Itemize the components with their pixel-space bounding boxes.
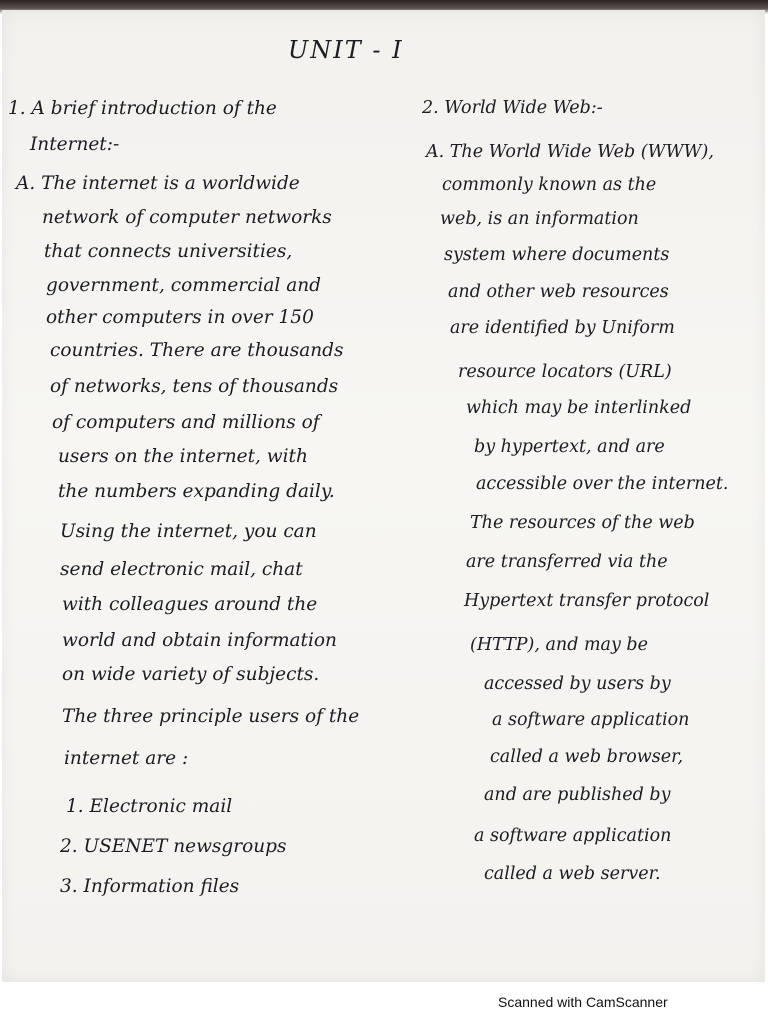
right-line: a software application — [474, 826, 672, 846]
left-line: Using the internet, you can — [60, 521, 317, 542]
left-line: world and obtain information — [62, 630, 337, 651]
right-line: system where documents — [444, 245, 670, 265]
left-line: countries. There are thousands — [50, 340, 344, 361]
left-line: of networks, tens of thousands — [50, 376, 339, 397]
right-line: a software application — [492, 710, 690, 730]
left-line: Internet:- — [30, 134, 120, 155]
right-line: resource locators (URL) — [458, 362, 672, 382]
list-item: 1. Electronic mail — [66, 796, 233, 817]
right-line: are transferred via the — [466, 552, 668, 572]
right-line: called a web browser, — [490, 747, 684, 767]
right-line: which may be interlinked — [466, 398, 692, 418]
right-line: commonly known as the — [442, 175, 657, 195]
left-line: A. The internet is a worldwide — [16, 173, 300, 194]
left-line: with colleagues around the — [62, 594, 318, 615]
right-line: are identified by Uniform — [450, 318, 675, 338]
right-line: and are published by — [484, 785, 671, 805]
list-item: 3. Information files — [60, 876, 240, 897]
right-line: web, is an information — [440, 209, 639, 229]
right-line: A. The World Wide Web (WWW), — [426, 142, 714, 162]
left-line: other computers in over 150 — [46, 307, 314, 328]
right-line: by hypertext, and are — [474, 437, 665, 457]
right-line: accessed by users by — [484, 674, 671, 694]
left-line: users on the internet, with — [58, 446, 308, 467]
right-line: 2. World Wide Web:- — [422, 98, 603, 118]
right-line: The resources of the web — [470, 513, 695, 533]
left-line: the numbers expanding daily. — [58, 481, 335, 502]
left-line: 1. A brief introduction of the — [8, 98, 277, 119]
left-line: internet are : — [64, 748, 189, 769]
right-line: accessible over the internet. — [476, 474, 729, 494]
left-line: government, commercial and — [46, 275, 322, 296]
scanner-watermark: Scanned with CamScanner — [498, 994, 668, 1010]
left-line: The three principle users of the — [62, 706, 360, 727]
list-item: 2. USENET newsgroups — [60, 836, 287, 857]
right-line: Hypertext transfer protocol — [464, 591, 710, 611]
left-line: network of computer networks — [42, 207, 332, 228]
right-line: (HTTP), and may be — [470, 635, 648, 655]
left-line: send electronic mail, chat — [60, 559, 303, 580]
page-title: UNIT - I — [288, 36, 404, 64]
left-line: that connects universities, — [44, 241, 293, 262]
left-line: of computers and millions of — [52, 412, 320, 433]
left-line: on wide variety of subjects. — [62, 664, 320, 685]
right-line: called a web server. — [484, 864, 661, 884]
right-line: and other web resources — [448, 282, 669, 302]
